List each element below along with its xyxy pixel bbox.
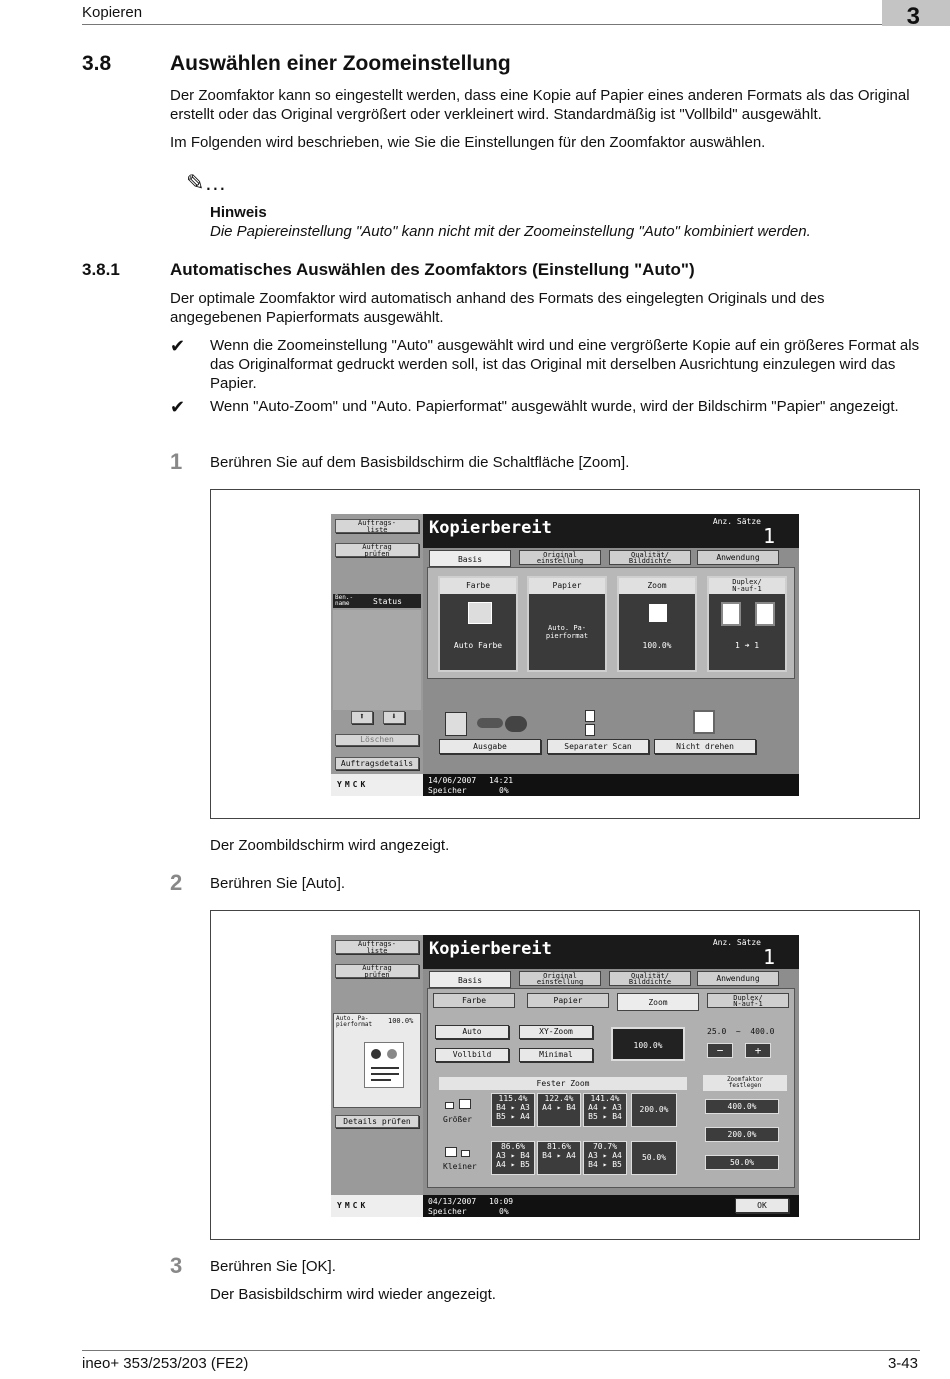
duplex-value: 1 ➜ 1 bbox=[734, 641, 760, 650]
status-bar bbox=[423, 774, 799, 796]
subtab-zoom[interactable]: Zoom bbox=[617, 993, 699, 1011]
color-value: Auto Farbe bbox=[453, 641, 503, 650]
device-screen-basic bbox=[331, 514, 799, 796]
check-job-button[interactable]: Auftrag prüfen bbox=[335, 964, 419, 978]
job-list-button[interactable]: Auftrags- liste bbox=[335, 940, 419, 954]
zoom-percent: 86.6% bbox=[500, 1142, 526, 1151]
step-text: Berühren Sie auf dem Basisbildschirm die Schaltfläche [Zoom]. bbox=[210, 454, 630, 471]
zoom-label: Zoom bbox=[619, 578, 695, 594]
zoom-preset-button[interactable] bbox=[491, 1141, 535, 1175]
screenshot-frame-2 bbox=[210, 910, 920, 1240]
zoom-preset-button[interactable] bbox=[537, 1141, 581, 1175]
tab-original-settings[interactable]: Original einstellung bbox=[519, 550, 601, 565]
status-time: 14:21 bbox=[489, 776, 514, 785]
step-number: 1 bbox=[170, 449, 183, 474]
sets-value: 1 bbox=[762, 945, 775, 969]
job-details-button[interactable]: Auftragsdetails bbox=[335, 757, 419, 770]
zoom-size-conversion: A4 ▸ A3 B5 ▸ B4 bbox=[588, 1103, 622, 1121]
set-zoom-factor-label: Zoomfaktor festlegen bbox=[703, 1075, 787, 1091]
footer-model: ineo+ 353/253/203 (FE2) bbox=[82, 1355, 249, 1372]
subsection-number: 3.8.1 bbox=[82, 260, 120, 279]
status-memory-label: Speicher bbox=[428, 1207, 467, 1216]
zoom-preset-button[interactable] bbox=[631, 1141, 677, 1175]
scroll-up-button[interactable]: ⬆ bbox=[351, 711, 373, 724]
check-icon: ✔ bbox=[170, 397, 186, 417]
zoom-percent: 50.0% bbox=[641, 1153, 667, 1162]
paper-zoom: 100.0% bbox=[388, 1017, 414, 1025]
chapter-number-box: 3 bbox=[882, 0, 950, 26]
zoom-preset-button[interactable] bbox=[491, 1093, 535, 1127]
page-preview-icon bbox=[364, 1042, 404, 1088]
zoom-size-conversion: A3 ▸ A4 B4 ▸ B5 bbox=[588, 1151, 622, 1169]
section-paragraph-1: Der Zoomfaktor kann so eingestellt werden, dass eine Kopie auf Papier eines anderen Formats als das Original erstellt oder das Original vergrößert oder verkleinert wird. Standardmäßig ist "Vollbild" ausgewählt. bbox=[170, 87, 910, 123]
status-memory-label: Speicher bbox=[428, 786, 467, 795]
tab-application[interactable]: Anwendung bbox=[697, 971, 779, 986]
subtab-duplex[interactable]: Duplex/ N-auf-1 bbox=[707, 993, 789, 1008]
enlarge-label: Größer bbox=[443, 1115, 472, 1124]
footer-rule bbox=[82, 1350, 920, 1351]
step-number: 2 bbox=[170, 870, 183, 895]
step-text: Berühren Sie [OK]. bbox=[210, 1258, 336, 1275]
zoom-preset-button[interactable] bbox=[631, 1093, 677, 1127]
paper-info: Auto. Pa- pierformat bbox=[336, 1015, 373, 1028]
tab-basis[interactable]: Basis bbox=[429, 971, 511, 988]
screenshot-frame-1 bbox=[210, 489, 920, 819]
paper-label: Papier bbox=[529, 578, 605, 594]
header-rule bbox=[82, 24, 882, 25]
color-icon bbox=[468, 602, 492, 624]
section-paragraph-2: Im Folgenden wird beschrieben, wie Sie die Einstellungen für den Zoomfaktor auswählen. bbox=[170, 134, 766, 151]
tab-application[interactable]: Anwendung bbox=[697, 550, 779, 565]
screen-title: Kopierbereit bbox=[429, 518, 552, 538]
zoom-preset-button[interactable] bbox=[537, 1093, 581, 1127]
enlarge-icon bbox=[445, 1099, 471, 1111]
step-number: 3 bbox=[170, 1253, 183, 1278]
sets-label: Anz. Sätze bbox=[712, 517, 761, 526]
duplex-button[interactable] bbox=[707, 576, 787, 672]
check-details-button[interactable]: Details prüfen bbox=[335, 1115, 419, 1128]
check-job-button[interactable]: Auftrag prüfen bbox=[335, 543, 419, 557]
status-bar bbox=[423, 1195, 799, 1217]
zoom-minus-button[interactable]: − bbox=[707, 1043, 733, 1058]
saved-zoom-button[interactable]: 400.0% bbox=[705, 1099, 779, 1114]
zoom-percent: 115.4% bbox=[498, 1094, 528, 1103]
zoom-size-conversion: B4 ▸ A3 B5 ▸ A4 bbox=[496, 1103, 530, 1121]
duplex-copy-icon bbox=[755, 602, 775, 626]
zoom-size-conversion: A4 ▸ B4 bbox=[542, 1103, 576, 1112]
minimal-button[interactable]: Minimal bbox=[519, 1048, 593, 1062]
duplex-original-icon bbox=[721, 602, 741, 626]
tab-quality-density[interactable]: Qualität/ Bilddichte bbox=[609, 550, 691, 565]
check-icon: ✔ bbox=[170, 336, 186, 356]
screen-title: Kopierbereit bbox=[429, 939, 552, 959]
reduce-icon bbox=[445, 1147, 471, 1159]
tab-basis[interactable]: Basis bbox=[429, 550, 511, 567]
sets-value: 1 bbox=[762, 524, 775, 548]
zoom-size-conversion: B4 ▸ A4 bbox=[542, 1151, 576, 1160]
zoom-range: 25.0 ~ 400.0 bbox=[707, 1027, 775, 1036]
zoom-preset-button[interactable] bbox=[583, 1141, 627, 1175]
step-result: Der Zoombildschirm wird angezeigt. bbox=[210, 837, 450, 854]
page-number: 3-43 bbox=[887, 1355, 918, 1372]
zoom-percent: 70.7% bbox=[592, 1142, 618, 1151]
output-icon bbox=[443, 712, 533, 738]
status-date: 04/13/2007 bbox=[428, 1197, 477, 1206]
separate-scan-button[interactable]: Separater Scan bbox=[547, 739, 649, 754]
no-rotate-icon bbox=[693, 710, 715, 734]
section-title: Auswählen einer Zoomeinstellung bbox=[170, 52, 511, 75]
subtab-paper[interactable]: Papier bbox=[527, 993, 609, 1008]
job-table-header bbox=[333, 594, 421, 608]
step-result: Der Basisbildschirm wird wieder angezeigt. bbox=[210, 1286, 496, 1303]
tab-original-settings[interactable]: Original einstellung bbox=[519, 971, 601, 986]
zoom-percent: 122.4% bbox=[544, 1094, 574, 1103]
toner-indicator: YMCK bbox=[331, 1195, 423, 1217]
sets-label: Anz. Sätze bbox=[712, 938, 761, 947]
color-label: Farbe bbox=[440, 578, 516, 594]
paper-button[interactable] bbox=[527, 576, 607, 672]
subsection-intro: Der optimale Zoomfaktor wird automatisch anhand des Formats des eingelegten Originals und des angegebenen Papierformats ausgewählt. bbox=[170, 290, 825, 326]
color-button[interactable] bbox=[438, 576, 518, 672]
note-label: Hinweis bbox=[210, 204, 267, 221]
subtab-color[interactable]: Farbe bbox=[433, 993, 515, 1008]
zoom-percent: 81.6% bbox=[546, 1142, 572, 1151]
zoom-size-conversion: A3 ▸ B4 A4 ▸ B5 bbox=[496, 1151, 530, 1169]
auto-zoom-button[interactable]: Auto bbox=[435, 1025, 509, 1039]
screen-title-bar bbox=[423, 514, 799, 548]
bullet-item: Wenn "Auto-Zoom" und "Auto. Papierformat" ausgewählt wurde, wird der Bildschirm "Papier" angezeigt. bbox=[210, 398, 899, 415]
zoom-button[interactable] bbox=[617, 576, 697, 672]
status-date: 14/06/2007 bbox=[428, 776, 477, 785]
device-screen-zoom bbox=[331, 935, 799, 1217]
zoom-display: 100.0% bbox=[611, 1027, 685, 1061]
tab-quality-density[interactable]: Qualität/ Bilddichte bbox=[609, 971, 691, 986]
scroll-down-button[interactable]: ⬇ bbox=[383, 711, 405, 724]
zoom-icon bbox=[649, 604, 667, 622]
no-rotate-button[interactable]: Nicht drehen bbox=[654, 739, 756, 754]
zoom-plus-button[interactable]: + bbox=[745, 1043, 771, 1058]
paper-preview-panel bbox=[333, 1013, 421, 1108]
job-table-body bbox=[333, 610, 421, 710]
running-header: Kopieren bbox=[82, 4, 143, 21]
output-button[interactable]: Ausgabe bbox=[439, 739, 541, 754]
full-size-button[interactable]: Vollbild bbox=[435, 1048, 509, 1062]
duplex-label: Duplex/ N-auf-1 bbox=[709, 578, 785, 594]
saved-zoom-button[interactable]: 200.0% bbox=[705, 1127, 779, 1142]
separate-scan-icon bbox=[585, 710, 613, 736]
table-header-status: Status bbox=[373, 597, 402, 606]
note-text: Die Papiereinstellung "Auto" kann nicht mit der Zoomeinstellung "Auto" kombiniert werden. bbox=[210, 223, 811, 240]
status-memory-value: 0% bbox=[499, 1207, 509, 1216]
step-text: Berühren Sie [Auto]. bbox=[210, 875, 346, 892]
section-number: 3.8 bbox=[82, 52, 112, 75]
table-header-name: Ben.- name bbox=[335, 594, 354, 607]
status-memory-value: 0% bbox=[499, 786, 509, 795]
ok-button[interactable]: OK bbox=[735, 1198, 789, 1213]
zoom-percent: 141.4% bbox=[590, 1094, 620, 1103]
saved-zoom-button[interactable]: 50.0% bbox=[705, 1155, 779, 1170]
delete-button[interactable]: Löschen bbox=[335, 734, 419, 746]
zoom-value: 100.0% bbox=[642, 641, 672, 650]
bullet-item: Wenn die Zoomeinstellung "Auto" ausgewählt wird und eine vergrößerte Kopie auf ein größeres Format als das Originalformat gedruckt werden soll, ist das Original mit derselben Ausrichtung einzulegen wird das Papier. bbox=[210, 337, 920, 392]
job-list-button[interactable]: Auftrags- liste bbox=[335, 519, 419, 533]
zoom-preset-button[interactable] bbox=[583, 1093, 627, 1127]
paper-value: Auto. Pa- pierformat bbox=[545, 624, 589, 640]
subsection-title: Automatisches Auswählen des Zoomfaktors (Einstellung "Auto") bbox=[170, 260, 695, 279]
screen-title-bar bbox=[423, 935, 799, 969]
note-pencil-icon: ✎… bbox=[186, 170, 227, 195]
fixed-zoom-label: Fester Zoom bbox=[439, 1077, 687, 1090]
zoom-percent: 200.0% bbox=[639, 1105, 669, 1114]
toner-indicator: YMCK bbox=[331, 774, 423, 796]
reduce-label: Kleiner bbox=[443, 1162, 477, 1171]
status-time: 10:09 bbox=[489, 1197, 514, 1206]
xy-zoom-button[interactable]: XY-Zoom bbox=[519, 1025, 593, 1039]
